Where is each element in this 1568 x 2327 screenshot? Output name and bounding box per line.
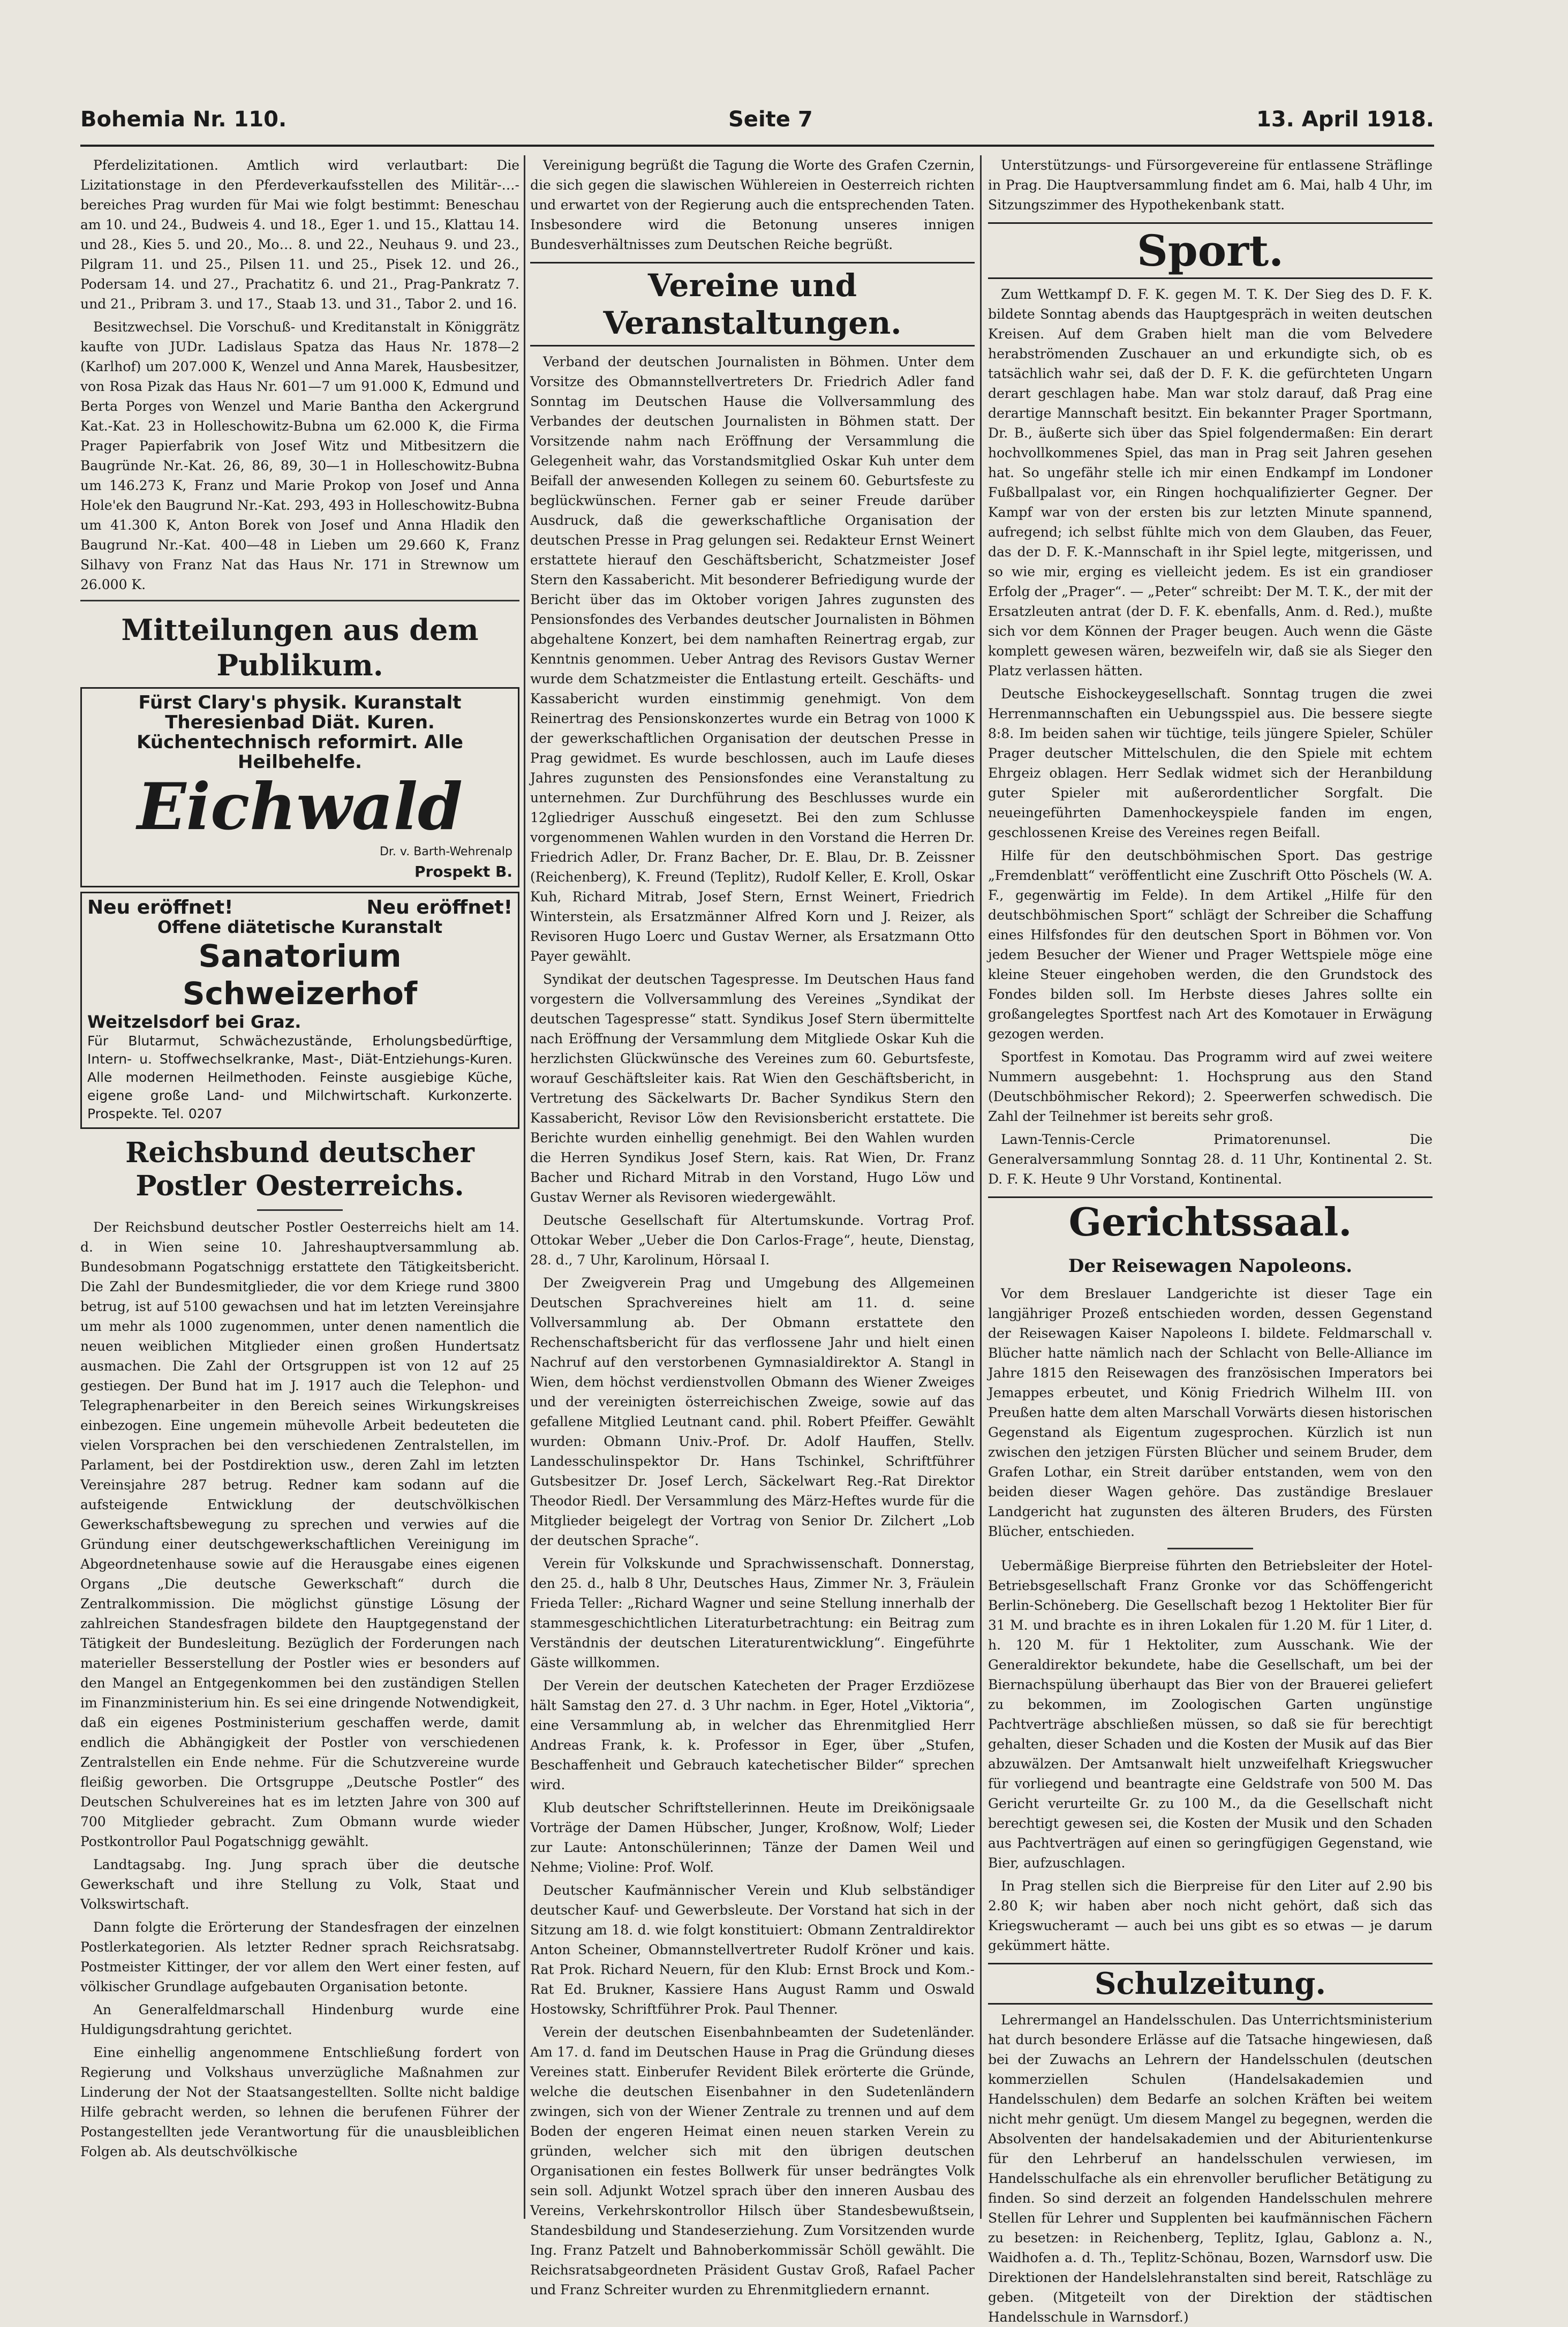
ad-schweizerhof-subtitle: Offene diätetische Kuranstalt <box>157 917 443 937</box>
ad-schweizerhof-new-right: Neu eröffnet! <box>366 897 512 918</box>
sport-hilfe: Hilfe für den deutschböhmischen Sport. Das gestrige „Fremdenblatt“ veröffentlicht eine Zuschrift Otto Pöschels (W. A. F., gegenwärtig im Felde). In dem Artikel „Hilfe für den deutschböhmischen Sport“ schlägt der Schreiber die Schaffung eines Hilfsfondes für den deutschen Sport in Böhmen vor. Von jedem Besucher der Wiener und Prager Wettspiele möge eine kleine Steuer eingehoben werden, die den Grundstock des Fondes bilden soll. Im Herbste dieses Jahres sollte ein großangelegtes Sportfest nach Art des Komotauer in Erwägung gezogen werden. <box>988 848 1433 1042</box>
article-pferdelizitationen: Pferdelizitationen. Amtlich wird verlautbart: Die Lizitationstage in den Pferdeverkaufsstellen des Militär-…-bereiches Prag wurden für Mai wie folgt bestimmt: Beneschau am 10. und 24., Budweis 4. und 18., Eger 1. und 15., Klattau 14. und 28., Kies 5. und 20., Mo… 8. und 22., Neuhaus 9. und 23., Pilgram 11. und 25., Pilsen 11. und 25., Pisek 12. und 26., Podersam 14. und 27., Prachatitz 6. und 21., Prag-Pankratz 7. und 21., Pribram 3. und 17., Staab 13. und 31., Tabor 2. und 16. <box>80 157 519 312</box>
ad-schweizerhof-name: Sanatorium Schweizerhof <box>182 938 418 1012</box>
gerichtssaal-heading: Gerichtssaal. <box>988 1196 1433 1246</box>
mitteilungen-heading: Mitteilungen aus dem Publikum. <box>121 613 479 682</box>
vereine-schriftstellerinnen: Klub deutscher Schriftstellerinnen. Heute im Dreikönigsaale Vorträge der Damen Hübscher, Junger, Kroßnow, Wolf; Lieder zur Laute: Antonschülerinnen; Tänze der Damen Weil und Nehme; Violine: Prof. Wolf. <box>530 1800 975 1875</box>
schul-lehrermangel: Lehrermangel an Handelsschulen. Das Unterrichtsministerium hat durch besondere Erlässe auf die Tatsache hingewiesen, daß bei der Zuwachs an Lehrern der Handelsschulen (deutschen kommerziellen Schulen (Handelsakademien und Handelsschulen) dem Bedarfe an solchen Kräften bei weitem nicht mehr genügt. Um diesem Mangel zu begegnen, werden die Absolventen der handelsakademien und der Abiturientenkurse für den Lehrberuf an handelsschulen verwiesen, im Handelsschulfache als ein ehrenvoller beruflicher Betätigung zu finden. So sind derzeit an folgenden Handelsschulen mehrere Stellen für Lehrer und Supplenten bei kaufmännischen Fächern zu besetzen: in Reichenberg, Teplitz, Iglau, Gablonz a. N., Waidhofen a. d. Th., Teplitz-Schönau, Bozen, Warnsdorf usw. Die Direktionen der Handelslehranstalten sind bereit, Ratschläge zu geben. (Mitgeteilt von der Direktion der städtischen Handelsschule in Warnsdorf.) <box>988 2012 1433 2325</box>
fuersorgevereine: Unterstützungs- und Fürsorgevereine für entlassene Sträflinge in Prag. Die Hauptversammlung findet am 6. Mai, halb 4 Uhr, im Sitzungszimmer des Hypothekenbank statt. <box>988 157 1433 213</box>
heading-rule <box>257 1209 343 1211</box>
ad-schweizerhof-place: Weitzelsdorf bei Graz. <box>87 1012 301 1032</box>
separator <box>80 600 519 601</box>
sport-eishockey: Deutsche Eishockeygesellschaft. Sonntag trugen die zwei Herrenmannschaften ein Uebungsspiel aus. Die bessere siegte 8:8. Im beiden sahen wir tüchtige, teils jüngere Spieler, Schüler Prager deutscher Mittelschulen, die den Spiele mit echtem Ehrgeiz oblagen. Herr Sedlak widmet sich der Heranbildung guter Spieler mit außerordentlicher Sorgfalt. Die neueingeführten Damenhockeyspiele fanden im engen, geschlossenen Kreise des Vereines regen Beifall. <box>988 686 1433 840</box>
advertisement-eichwald <box>80 687 519 887</box>
column-rule-1 <box>524 155 525 2219</box>
reichsbund-heading: Reichsbund deutscher Postler Oesterreichs. <box>125 1136 474 1202</box>
article-rule <box>1167 1548 1253 1549</box>
column-2 <box>530 155 975 2298</box>
header-date: 13. April 1918. <box>1256 107 1434 132</box>
reichsbund-paragraph-5: Eine einhellig angenommene Entschließung fordert von Regierung und Volkshaus unverzügliche Maßnahmen zur Linderung der Not der Staatsangestellten. Sollte nicht baldige Hilfe gebracht werden, so lehnen die berufenen Führer der Postangestellten jede Verantwortung für die unausbleiblichen Folgen ab. Als deutschvölkische <box>80 2045 519 2159</box>
reichsbund-paragraph-3: Dann folgte die Erörterung der Standesfragen der einzelnen Postlerkategorien. Als letzter Redner sprach Reichsratsabg. Postmeister Kittinger, der vor allem den Wert einer festen, auf völkischer Grundlage aufgebauten Organisation betonte. <box>80 1919 519 1994</box>
sport-heading: Sport. <box>988 222 1433 279</box>
vereine-sprachverein: Der Zweigverein Prag und Umgebung des Allgemeinen Deutschen Sprachvereines hielt am 11. d. seine Vollversammlung ab. Der Obmann erstattete den Rechenschaftsbericht für das verflossene Jahr und hielt einen Nachruf auf den verstorbenen Gymnasialdirektor A. Stangl in Wien, dem höchst verdienstvollen Obmann des Wiener Zweiges und der vereinigten österreichischen Zweige, sowie auf das gefallene Mitglied Leutnant cand. phil. Robert Pfeiffer. Gewählt wurden: Obmann Univ.-Prof. Dr. Adolf Hauffen, Stellv. Landesschulinspektor Dr. Hans Tschinkel, Schriftführer Gutsbesitzer Dr. Josef Lerch, Säckelwart Reg.-Rat Direktor Theodor Riedl. Der Versammlung des März-Heftes wurde für die Mitglieder beigelegt der Vortrag von Senior Dr. Zilchert „Lob der deutschen Sprache“. <box>530 1275 975 1548</box>
article-besitzwechsel: Besitzwechsel. Die Vorschuß- und Kreditanstalt in Königgrätz kaufte von JUDr. Ladislaus Spatza das Haus Nr. 1878—2 (Karlhof) um 207.000 K, Wenzel und Anna Marek, Hausbesitzer, von Rosa Pizak das Haus Nr. 601—7 um 91.000 K, Edmund und Berta Porges von Wenzel und Marie Bantha den Ackergrund Kat.-Kat. 23 in Holleschowitz-Bubna um 62.000 K, die Firma Prager Papierfabrik von Josef Witz und Mitbesitzern die Baugründe Nr.-Kat. 26, 86, 89, 30—1 in Holleschowitz-Bubna um 146.273 K, Franz und Marie Prokop von Josef und Anna Hole'ek den Baugrund Nr.-Kat. 293, 493 in Holleschowitz-Bubna um 41.300 K, Anton Borek von Josef und Anna Hladik den Baugrund Nr.-Kat. 400—48 in Lieben um 29.660 K, Franz Silhavy von Franz Nat das Haus Nr. 171 in Strewnow um 26.000 K. <box>80 319 519 592</box>
vereine-eisenbahnbeamten: Verein der deutschen Eisenbahnbeamten der Sudetenländer. Am 17. d. fand im Deutschen Hause in Prag die Gründung dieses Vereines statt. Einberufer Revident Bilek erörterte die Gründe, welche die deutschen Eisenbahner in den Sudetenländern zwingen, sich von der Wiener Zentrale zu trennen und auf dem Boden der engeren Heimat einen neuen starken Verein zu gründen, welcher sich mit den übrigen deutschen Organisationen ein festes Bollwerk für unser bedrängtes Volk sein soll. Adjunkt Wotzel sprach über den inneren Ausbau des Vereins, Verkehrskontrollor Hilsch über Standesbewußtsein, Standesbildung und Standeserziehung. Zum Vorsitzenden wurde Ing. Franz Patzelt und Bahnoberkommissär Schöll gewählt. Die Reichsratsabgeordneten Präsident Gustav Groß, Rafael Pacher und Franz Schreiter wurden zu Ehrenmitgliedern ernannt. <box>530 2024 975 2298</box>
reichsbund-paragraph-2: Landtagsabg. Ing. Jung sprach über die deutsche Gewerkschaft und ihre Stellung zu Volk, Staat und Volkswirtschaft. <box>80 1857 519 1912</box>
vereine-heading: Vereine und Veranstaltungen. <box>530 262 975 347</box>
schulzeitung-heading: Schulzeitung. <box>988 1963 1433 2005</box>
vereine-kaufmaennisch: Deutscher Kaufmännischer Verein und Klub selbständiger deutscher Kauf- und Gewerbsleute. Der Vorstand hat sich in der Sitzung am 18. d. wie folgt konstituiert: Obmann Zentraldirektor Anton Scheiner, Obmannstellvertreter Rudolf Kröner und kais. Rat Prok. Richard Neuern, für den Klub: Ernst Brock und Kom.-Rat Ed. Brukner, Kassiere Hans August Ramm und Oswald Hostowsky, Schriftführer Prok. Paul Thenner. <box>530 1882 975 2017</box>
sport-komotau: Sportfest in Komotau. Das Programm wird auf zwei weitere Nummern ausgebehnt: 1. Hochsprung aus den Stand (Deutschböhmischer Rekord); 2. Speerwerfen schwedisch. Die Zahl der Teilnehmer ist bereits sehr groß. <box>988 1049 1433 1124</box>
header-page-number: Seite 7 <box>728 107 813 132</box>
column-rule-2 <box>980 155 982 2219</box>
ad-schweizerhof-new-left: Neu eröffnet! <box>87 897 233 918</box>
header-rule <box>80 145 1434 147</box>
reichsbund-paragraph-1: Der Reichsbund deutscher Postler Oesterreichs hielt am 14. d. in Wien seine 10. Jahreshauptversammlung ab. Bundesobmann Pogatschnigg erstattete den Tätigkeitsbericht. Die Zahl der Bundesmitglieder, die vor dem Kriege rund 3800 betrug, ist auf 5100 gewachsen und hat im letzten Vereinsjahre um mehr als 1000 zugenommen, unter denen namentlich die neuen weiblichen Mitglieder einen großen Hundertsatz ausmachen. Die Zahl der Ortsgruppen ist von 12 auf 25 gestiegen. Der Bund hat im J. 1917 auch die Telephon- und Telegraphenarbeiter in den Bereich seines Wirkungskreises einbezogen. Eine ungemein mühevolle Arbeit bedeuteten die vielen Vorsprachen bei den verschiedenen Zentralstellen, im Parlament, bei der Postdirektion usw., deren Zahl im letzten Vereinsjahre 287 betrug. Redner kam sodann auf die aufsteigende Entwicklung der deutschvölkischen Gewerkschaftsbewegung zu sprechen und verwies auf die Gründung einer deutschgewerkschaftlichen Vereinigung im Abgeordnetenhause sowie auf die Herausgabe eines eigenen Organs „Die deutsche Gewerkschaft“ durch die Zentralkommission. Die möglichst günstige Lösung der zahlreichen Standesfragen bildete den Hauptgegenstand der Tätigkeit der Bundesleitung. Bezüglich der Forderungen nach materieller Besserstellung der Postler wies er besonders auf den Mangel an Entgegenkommen bei den zuständigen Stellen im Finanzministerium hin. Es sei eine dringende Notwendigkeit, daß ein eigenes Postministerium geschaffen werde, damit endlich die Abhängigkeit der Postler von verschiedenen Zentralstellen ein Ende nehme. Für die Schutzvereine wurde fleißig geworben. Die Ortsgruppe „Deutsche Postler“ des Deutschen Schulvereines hat es im letzten Jahre von 300 auf 700 Mitglieder gebracht. Zum Obmann wurde wieder Postkontrollor Paul Pogatschnigg gewählt. <box>80 1219 519 1849</box>
sport-wettkampf: Zum Wettkampf D. F. K. gegen M. T. K. Der Sieg des D. F. K. bildete Sonntag abends das Hauptgespräch in weiten deutschen Kreisen. Auf dem Graben hielt man die vom Belvedere herabströmenden Zuschauer an und erkundigte sich, ob es tatsächlich wahr sei, daß der D. F. K. die gefürchteten Ungarn derart geschlagen habe. Man war stolz darauf, daß Prag eine derartige Mannschaft besitzt. Ein bekannter Prager Sportmann, Dr. B., äußerte sich über das Spiel folgendermaßen: Ein derart hochvollkommenes Spiel, das man in Prag seit Jahren gesehen hat. So ungefähr stelle ich mir einen Endkampf im Londoner Fußballpalast vor, ein Ringen hochqualifizierter Gegner. Der Kampf war von der ersten bis zur letzten Minute spannend, aufregend; ich selbst fühlte mich von dem Glauben, das Feuer, das der D. F. K.-Mannschaft in ihr Spiel legte, mitgerissen, und so wie mir, erging es vielleicht jedem. Es ist ein grandioser Erfolg der „Prager“. — „Peter“ schreibt: Der M. T. K., der mit der Ersatzleuten antrat (der D. F. K. ebenfalls, Anm. d. Red.), mußte sich vor dem Können der Prager beugen. Auch wenn die Gäste komplett gewesen wären, bezweifeln wir, daß sie als Sieger den Platz verlassen hätten. <box>988 287 1433 679</box>
ad-eichwald-tagline: Fürst Clary's physik. Kuranstalt Theresienbad Diät. Kuren. Küchentechnisch reformirt. Alle Heilbehelfe. <box>137 692 463 773</box>
column-3 <box>988 155 1433 2325</box>
vereine-syndikat: Syndikat der deutschen Tagespresse. Im Deutschen Haus fand vorgestern die Vollversammlung des Vereines „Syndikat der deutschen Tagespresse“ statt. Syndikus Josef Stern übermittelte nach Eröffnung der Versammlung dem Mitgliede Oskar Kuh die herzlichsten Glückwünsche des Vereines zum 60. Geburtsfeste, worauf Geschäftsleiter kais. Rat Wien den Geschäftsbericht, in Vertretung des Säckelwarts Dr. Bacher Syndikus Stern den Kassabericht, Revisor Löw den Revisionsbericht erstattete. Die Berichte wurden einhellig genehmigt. Bei den Wahlen wurden die Herren Syndikus Josef Stern, kais. Rat Wien, Dr. Franz Bacher und Richard Mitrab in den Vorstand, Hugo Löw und Gustav Werner als Revisoren wiedergewählt. <box>530 972 975 1205</box>
reichsbund-paragraph-4: An Generalfeldmarschall Hindenburg wurde eine Huldigungsdrahtung gerichtet. <box>80 2002 519 2037</box>
page-header <box>80 107 1434 139</box>
gericht-prag-bierpreise: In Prag stellen sich die Bierpreise für den Liter auf 2.90 bis 2.80 K; wir haben aber noch nicht gehört, daß sich das Kriegswucheramt — auch bei uns gibt es so etwas — je darum gekümmert hätte. <box>988 1878 1433 1953</box>
vereine-katecheten: Der Verein der deutschen Katecheten der Prager Erzdiözese hält Samstag den 27. d. 3 Uhr nachm. in Eger, Hotel „Viktoria“, eine Versammlung ab, in welcher das Ehrenmitglied Herr Andreas Frank, k. k. Professor in Eger, über „Stufen, Beschaffenheit und Gebrauch katechetischer Bilder“ sprechen wird. <box>530 1678 975 1793</box>
gericht-bierpreise: Uebermäßige Bierpreise führten den Betriebsleiter der Hotel-Betriebsgesellschaft Franz Gronke vor das Schöffengericht Berlin-Schöneberg. Die Gesellschaft bezog 1 Hektoliter Bier für 31 M. und brachte es in ihren Lokalen für 1.20 M. für 1 Liter, d. h. 120 M. für 1 Hektoliter, zum Ausschank. Wie der Generaldirektor bekundete, habe die Gesellschaft, um bei der Biernachspülung überhaupt das Bier von der Brauerei geliefert zu bekommen, im Zoologischen Garten ungünstige Pachtverträge abschließen müssen, so daß sie für berechtigt gehalten, dieser Schaden und die Kosten der Musik auf das Bier abzuwälzen. Der Amtsanwalt hielt unzweifelhaft Kriegswucher für vorliegend und beantragte eine Geldstrafe von 500 M. Das Gericht verurteilte Gr. zu 100 M., da die Gesellschaft nicht berechtigt gewesen sei, die Kosten der Musik und den Schaden aus Pachtverträgen auf einen so geringfügigen Gegenstand, wie Bier, aufzuschlagen. <box>988 1558 1433 1871</box>
gericht-reisewagen: Vor dem Breslauer Landgerichte ist dieser Tage ein langjähriger Prozeß entschieden worden, dessen Gegenstand der Reisewagen Kaiser Napoleons I. bildete. Feldmarschall v. Blücher hatte nämlich nach der Schlacht von Belle-Alliance im Jahre 1815 den Reisewagen des französischen Imperators bei Jemappes erbeutet, und König Friedrich Wilhelm III. von Preußen hatte dem alten Marschall Vorwärts diesen historischen Gegenstand als Eigentum zugesprochen. Kürzlich ist nun zwischen den jetzigen Fürsten Blücher und seinem Bruder, dem Grafen Lothar, ein Streit darüber entstanden, wem von den beiden dieser Wagen gehöre. Das zuständige Breslauer Landgericht hat zugunsten des älteren Bruders, des Fürsten Blücher, entschieden. <box>988 1286 1433 1539</box>
advertisement-schweizerhof <box>80 892 519 1129</box>
header-newspaper-issue: Bohemia Nr. 110. <box>80 107 287 132</box>
sport-tennis: Lawn-Tennis-Cercle Primatorenunsel. Die Generalversammlung Sonntag 28. d. 11 Uhr, Kontinental 2. St. D. F. K. Heute 9 Uhr Vorstand, Kontinental. <box>988 1132 1433 1187</box>
ad-schweizerhof-body: Für Blutarmut, Schwächezustände, Erholungsbedürftige, Intern- u. Stoffwechselkranke, Mast-, Diät-Entziehungs-Kuren. Alle modernen Heilmethoden. Feinste ausgiebige Küche, eigene große Land- und Milchwirtschaft. Kurkonzerte. Prospekte. Tel. 0207 <box>87 1033 512 1121</box>
ad-eichwald-doctor: Dr. v. Barth-Wehrenalp <box>379 845 512 858</box>
vereine-volkskunde: Verein für Volkskunde und Sprachwissenschaft. Donnerstag, den 25. d., halb 8 Uhr, Deutsches Haus, Zimmer Nr. 3, Fräulein Frieda Teller: „Richard Wagner und seine Stellung innerhalb der stammesgeschichtlichen Literaturbetrachtung: ein Beitrag zum Verständnis der deutschen Literaturentwicklung“. Eingeführte Gäste willkommen. <box>530 1556 975 1670</box>
vereine-altertumskunde: Deutsche Gesellschaft für Altertumskunde. Vortrag Prof. Ottokar Weber „Ueber die Don Carlos-Frage“, heute, Dienstag, 28. d., 7 Uhr, Karolinum, Hörsaal I. <box>530 1213 975 1268</box>
reichsbund-continuation: Vereinigung begrüßt die Tagung die Worte des Grafen Czernin, die sich gegen die slawischen Wühlereien in Oesterreich richten und erwartet von der Regierung auch die entsprechenden Taten. Insbesondere wird die Betonung unseres innigen Bundesverhältnisses zum Deutschen Reiche begrüßt. <box>530 157 975 252</box>
reisewagen-heading: Der Reisewagen Napoleons. <box>1068 1255 1353 1277</box>
vereine-journalisten: Verband der deutschen Journalisten in Böhmen. Unter dem Vorsitze des Obmannstellvertreters Dr. Friedrich Adler fand Sonntag im Deutschen Hause die Vollversammlung des Verbandes der deutschen Journalisten in Böhmen statt. Der Vorsitzende nahm nach Eröffnung der Versammlung die Gelegenheit wahr, das Vorstandsmitglied Oskar Kuh unter dem Beifall der anwesenden Kollegen zu seinem 60. Geburtsfeste zu beglückwünschen. Ferner gab er seiner Freude darüber Ausdruck, daß die gewerkschaftliche Organisation der deutschen Presse in Prag gelungen sei. Redakteur Ernst Weinert erstattete hierauf den Geschäftsbericht, Schatzmeister Josef Stern den Kassabericht. Mit besonderer Befriedigung wurde der Bericht über das im Oktober vorigen Jahres zugunsten des Pensionsfondes des Verbandes deutscher Journalisten in Böhmen abgehaltene Konzert, bei dem namhaften Reinertrag ergab, zur Kenntnis genommen. Ueber Antrag des Revisors Gustav Werner wurde dem Schatzmeister die Entlastung erteilt. Geschäfts- und Kassabericht wurden einstimmig genehmigt. Von dem Reinertrag des Pensionskonzertes wurde ein Betrag von 1000 K der gewerkschaftlichen Organisation der deutschen Presse in Prag gewidmet. Es wurde beschlossen, auch im Laufe dieses Jahres zugunsten des Pensionsfondes eine Veranstaltung zu unternehmen. Zur Durchführung des Beschlusses wurde ein 12gliedriger Ausschuß eingesetzt. Bei den zum Schlusse vorgenommenen Wahlen wurden in den Vorstand die Herren Dr. Friedrich Adler, Dr. Franz Bacher, Dr. E. Blau, Dr. B. Zeissner (Reichenberg), K. Freund (Teplitz), Rudolf Keller, E. Kroll, Oskar Kuh, Richard Mitrab, Josef Stern, Ernst Weinert, Friedrich Winterstein, als Ersatzmänner Alfred Korn und J. Reizer, als Revisoren Hugo Loerc und Gustav Werner, als Ersatzmann Otto Payer gewählt. <box>530 354 975 964</box>
ad-eichwald-prospekt: Prospekt B. <box>414 863 512 880</box>
ad-eichwald-name: Eichwald <box>137 769 463 845</box>
column-1 <box>80 155 519 2219</box>
